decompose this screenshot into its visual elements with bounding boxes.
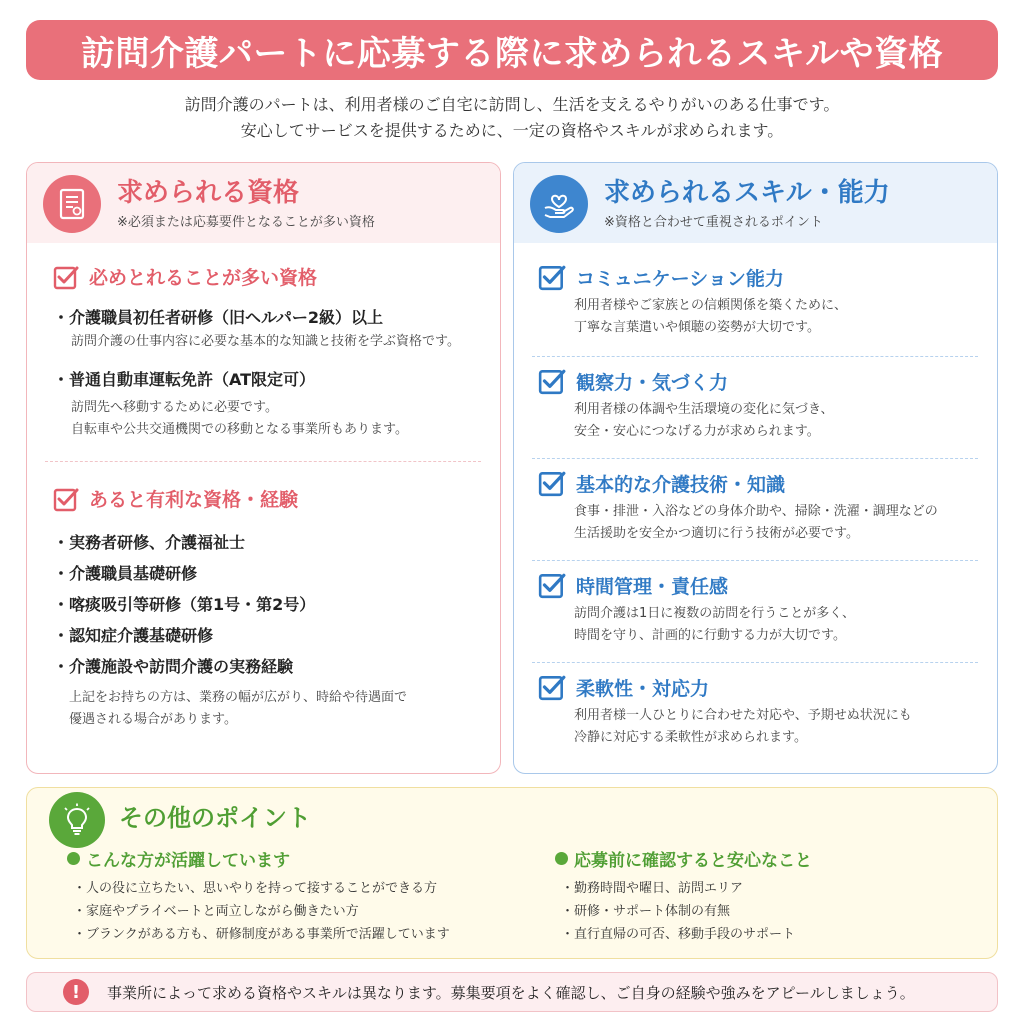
list-item: ・喀痰吸引等研修（第1号・第2号）	[53, 595, 316, 614]
skills-note: ※資格と合わせて重視されるポイント	[604, 215, 823, 230]
list-item: ・認知症介護基礎研修	[53, 626, 214, 645]
list-item: ・ブランクがある方も、研修制度がある事業所で活躍しています	[73, 927, 450, 942]
active-people-heading-label: こんな方が活躍しています	[86, 851, 290, 871]
skill-item	[538, 571, 988, 647]
list-item: ・人の役に立ちたい、思いやりを持って接することができる方	[73, 881, 438, 896]
title-banner	[26, 20, 998, 80]
skill-heading-label: コミュニケーション能力	[576, 267, 784, 290]
list-item: ・実務者研修、介護福祉士	[53, 533, 246, 552]
skill-desc: 生活援助を安全かつ適切に行う技術が必要です。	[574, 526, 859, 541]
qualifications-card	[26, 162, 501, 774]
qualifications-title: 求められる資格	[117, 178, 300, 208]
check-before-apply-heading	[555, 846, 975, 871]
skill-desc: 訪問介護は1日に複数の訪問を行うことが多く、	[574, 606, 856, 621]
footer-text: 事業所によって求める資格やスキルは異なります。募集要項をよく確認し、ご自身の経験や強みをアピールしましょう。	[107, 983, 915, 1002]
checkbox-icon	[538, 571, 566, 599]
list-item: ・介護職員基礎研修	[53, 564, 198, 583]
required-heading	[53, 263, 317, 290]
checkbox-icon	[53, 486, 79, 512]
advantage-note	[69, 687, 489, 731]
skills-header	[514, 163, 997, 243]
divider	[532, 458, 978, 459]
list-item: ・介護施設や訪問介護の実務経験	[53, 657, 294, 676]
note-line: 上記をお持ちの方は、業務の幅が広がり、時給や待遇面で	[69, 690, 408, 705]
divider	[532, 560, 978, 561]
intro-line-2: 安心してサービスを提供するために、一定の資格やスキルが求められます。	[240, 121, 784, 140]
item-label: ・普通自動車運転免許（AT限定可）	[53, 370, 316, 389]
skill-heading	[538, 263, 988, 291]
skill-heading-label: 柔軟性・対応力	[576, 677, 710, 700]
skill-item	[538, 673, 993, 749]
skill-desc: 冷静に対応する柔軟性が求められます。	[574, 730, 807, 745]
skill-heading	[538, 367, 988, 395]
checkbox-icon	[538, 263, 566, 291]
skill-heading	[538, 571, 988, 599]
list-item: ・勤務時間や曜日、訪問エリア	[561, 881, 744, 896]
intro-line-1: 訪問介護のパートは、利用者様のご自宅に訪問し、生活を支えるやりがいのある仕事です。	[184, 95, 840, 114]
skills-card	[513, 162, 998, 774]
skill-item	[538, 367, 988, 443]
skills-title: 求められるスキル・能力	[604, 178, 890, 208]
item-desc: 訪問介護の仕事内容に必要な基本的な知識と技術を学ぶ資格です。	[71, 334, 460, 349]
certificate-icon	[43, 175, 101, 233]
active-people-heading	[67, 846, 537, 871]
list-item: ・研修・サポート体制の有無	[561, 904, 731, 919]
skill-heading	[538, 469, 993, 497]
skill-desc: 丁寧な言葉遣いや傾聴の姿勢が大切です。	[574, 320, 820, 335]
active-people-section	[67, 846, 537, 946]
skill-heading-label: 観察力・気づく力	[576, 371, 729, 394]
advantage-list	[53, 527, 493, 682]
other-points-title: その他のポイント	[119, 804, 311, 832]
skill-desc: 利用者様の体調や生活環境の変化に気づき、	[574, 402, 834, 417]
checkbox-icon	[538, 469, 566, 497]
qualifications-note: ※必須または応募要件となることが多い資格	[117, 215, 375, 230]
skill-desc: 時間を守り、計画的に行動する力が大切です。	[574, 628, 846, 643]
bullet-dot	[555, 852, 568, 865]
list-item: ・直行直帰の可否、移動手段のサポート	[561, 927, 796, 942]
skill-desc: 食事・排泄・入浴などの身体介助や、掃除・洗濯・調理などの	[574, 504, 938, 519]
skill-heading-label: 基本的な介護技術・知識	[576, 473, 786, 496]
divider	[532, 662, 978, 663]
skill-desc: 安全・安心につなげる力が求められます。	[574, 424, 820, 439]
skill-item	[538, 263, 988, 339]
intro-text	[0, 92, 1024, 144]
check-before-apply-heading-label: 応募前に確認すると安心なこと	[574, 851, 812, 871]
note-line: 優遇される場合があります。	[69, 712, 237, 727]
item-desc: 訪問先へ移動するために必要です。	[71, 400, 278, 415]
divider	[45, 461, 481, 462]
advantage-heading-label: あると有利な資格・経験	[89, 489, 299, 511]
advantage-heading	[53, 485, 298, 512]
heart-hand-icon	[530, 175, 588, 233]
checkbox-icon	[538, 367, 566, 395]
item-label: ・介護職員初任者研修（旧ヘルパー2級）以上	[53, 308, 384, 327]
lightbulb-icon	[49, 792, 105, 848]
qualifications-header	[27, 163, 500, 243]
footer-notice	[26, 972, 998, 1012]
skill-desc: 利用者様やご家族との信頼関係を築くために、	[574, 298, 848, 313]
checkbox-icon	[53, 264, 79, 290]
skill-heading	[538, 673, 993, 701]
list-item: ・家庭やプライベートと両立しながら働きたい方	[73, 904, 359, 919]
required-item	[53, 307, 493, 353]
divider	[532, 356, 978, 357]
skill-heading-label: 時間管理・責任感	[576, 575, 729, 598]
item-desc: 自転車や公共交通機関での移動となる事業所もあります。	[71, 422, 408, 437]
page-title: 訪問介護パートに応募する際に求められるスキルや資格	[80, 33, 944, 74]
check-before-apply-section	[555, 846, 975, 946]
required-heading-label: 必めとれることが多い資格	[89, 267, 318, 289]
required-item	[53, 369, 493, 441]
skill-desc: 利用者様一人ひとりに合わせた対応や、予期せぬ状況にも	[574, 708, 912, 723]
checkbox-icon	[538, 673, 566, 701]
other-points-card	[26, 787, 998, 959]
bullet-dot	[67, 852, 80, 865]
exclamation-icon: !	[63, 979, 89, 1005]
skill-item	[538, 469, 993, 545]
